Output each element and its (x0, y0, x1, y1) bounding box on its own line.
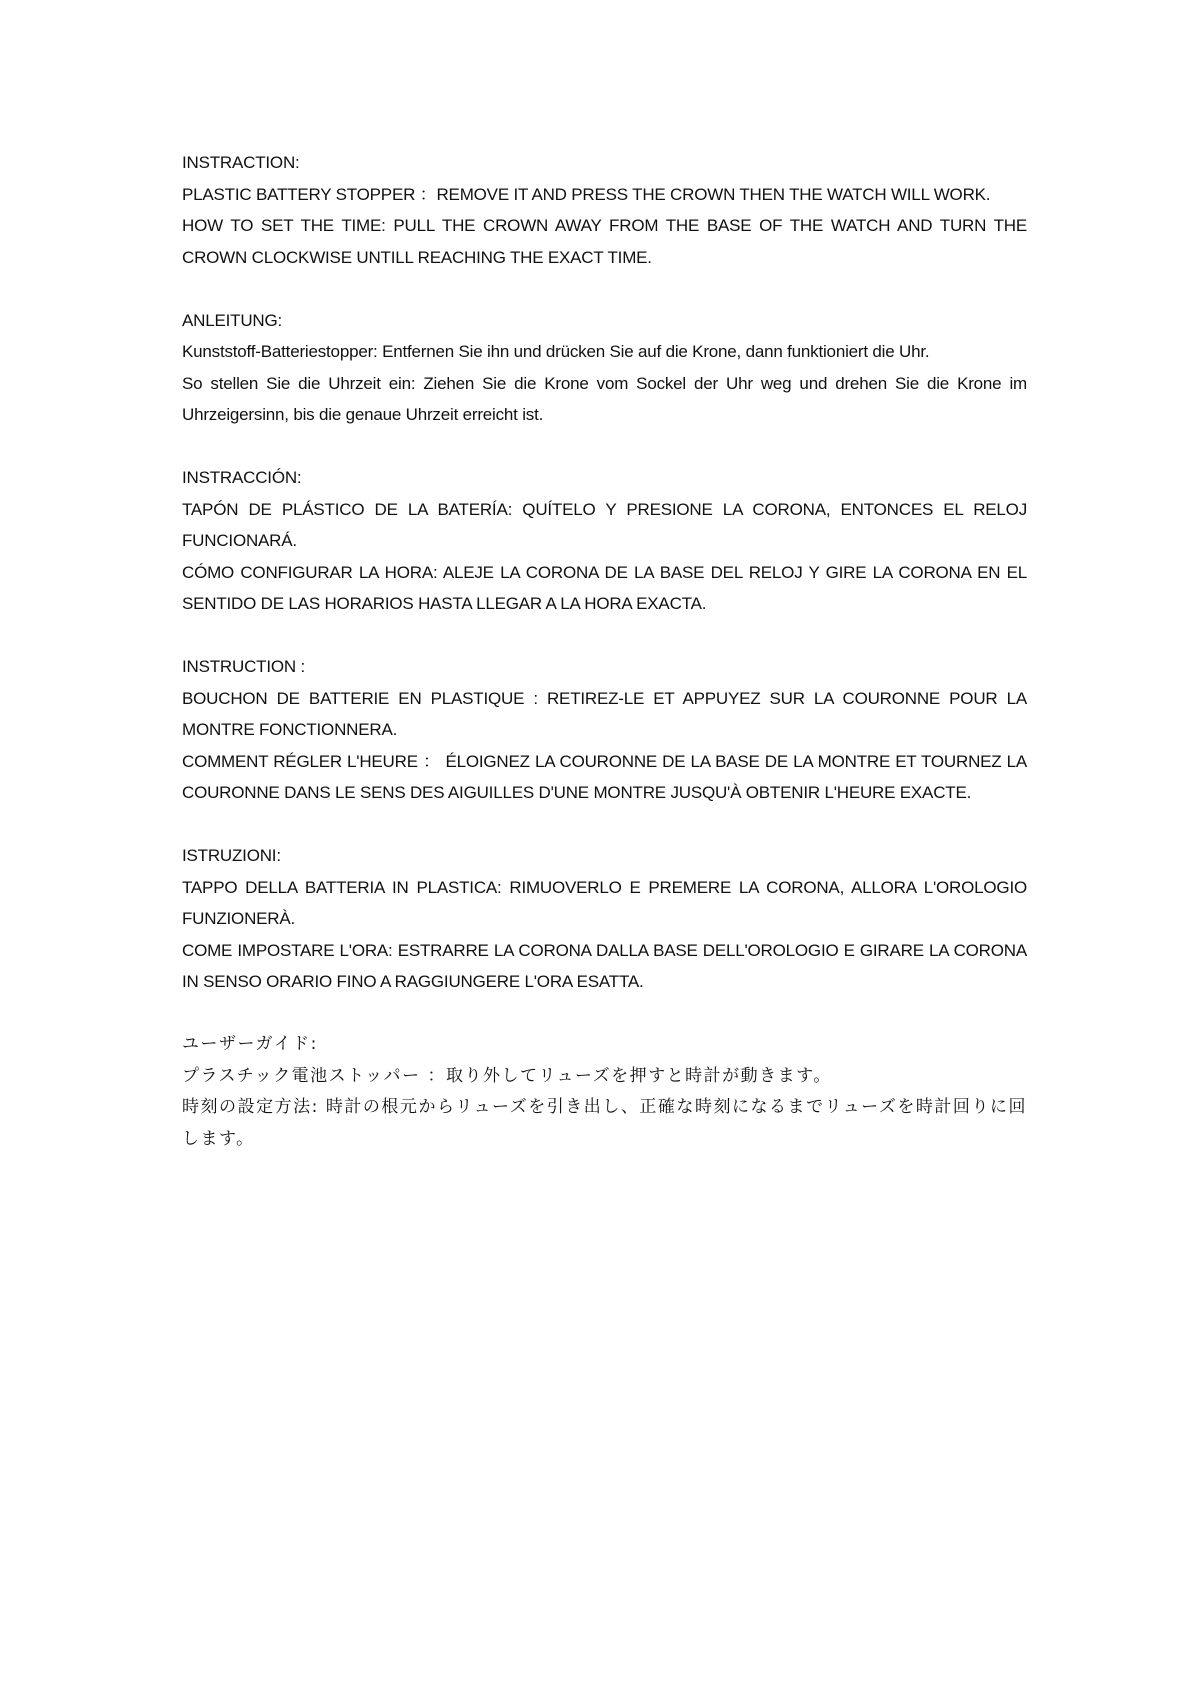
section-paragraph: HOW TO SET THE TIME: PULL THE CROWN AWAY FROM THE BASE OF THE WATCH AND TURN THE CROWN CLOCKWISE UNTILL REACHING THE EXACT TIME. (182, 216, 1027, 267)
section-paragraph: So stellen Sie die Uhrzeit ein: Ziehen Sie die Krone vom Sockel der Uhr weg und drehen Sie die Krone im Uhrzeigersinn, bis die genaue Uhrzeit erreicht ist. (182, 373, 1027, 424)
section-heading: ユーザーガイド: (182, 1034, 318, 1054)
section-german (182, 305, 1027, 431)
section-paragraph: プラスチック電池ストッパー ：取り外してリューズを押すと時計が動きます。 (182, 1065, 832, 1086)
section-english (182, 147, 1027, 273)
section-italian (182, 840, 1027, 998)
section-heading: ISTRUZIONI: (182, 846, 281, 865)
section-paragraph: TAPPO DELLA BATTERIA IN PLASTICA: RIMUOVERLO E PREMERE LA CORONA, ALLORA L'OROLOGIO FUNZIONERÀ. (182, 877, 1027, 928)
section-paragraph: 時刻の設定方法: 時計の根元からリューズを引き出し、正確な時刻になるまでリューズを時計回りに回します。 (182, 1097, 1027, 1149)
section-paragraph: COMMENT RÉGLER L'HEURE ： ÉLOIGNEZ LA COURONNE DE LA BASE DE LA MONTRE ET TOURNEZ LA COURONNE DANS LE SENS DES AIGUILLES D'UNE MONTRE JUSQU'À OBTENIR L'HEURE EXACTE. (182, 751, 1027, 802)
section-heading: INSTRACTION: (182, 153, 300, 172)
document-content (182, 147, 1027, 1187)
section-paragraph: COME IMPOSTARE L'ORA: ESTRARRE LA CORONA DALLA BASE DELL'OROLOGIO E GIRARE LA CORONA IN SENSO ORARIO FINO A RAGGIUNGERE L'ORA ESATTA. (182, 940, 1027, 991)
section-paragraph: TAPÓN DE PLÁSTICO DE LA BATERÍA: QUÍTELO Y PRESIONE LA CORONA, ENTONCES EL RELOJ FUNCIONARÁ. (182, 499, 1027, 550)
section-heading: INSTRUCTION : (182, 657, 306, 676)
section-paragraph: BOUCHON DE BATTERIE EN PLASTIQUE : RETIREZ-LE ET APPUYEZ SUR LA COURONNE POUR LA MONTRE FONCTIONNERA. (182, 688, 1027, 739)
section-paragraph: CÓMO CONFIGURAR LA HORA: ALEJE LA CORONA DE LA BASE DEL RELOJ Y GIRE LA CORONA EN EL SENTIDO DE LAS HORARIOS HASTA LLEGAR A LA HORA EXACTA. (182, 562, 1027, 613)
section-paragraph: PLASTIC BATTERY STOPPER ：REMOVE IT AND PRESS THE CROWN THEN THE WATCH WILL WORK. (182, 184, 991, 204)
section-french (182, 651, 1027, 809)
section-japanese (182, 1029, 1027, 1155)
section-heading: INSTRACCIÓN: (182, 468, 302, 487)
section-spanish (182, 462, 1027, 620)
section-paragraph: Kunststoff-Batteriestopper: Entfernen Sie ihn und drücken Sie auf die Krone, dann funktioniert die Uhr. (182, 342, 930, 361)
section-heading: ANLEITUNG: (182, 310, 283, 330)
